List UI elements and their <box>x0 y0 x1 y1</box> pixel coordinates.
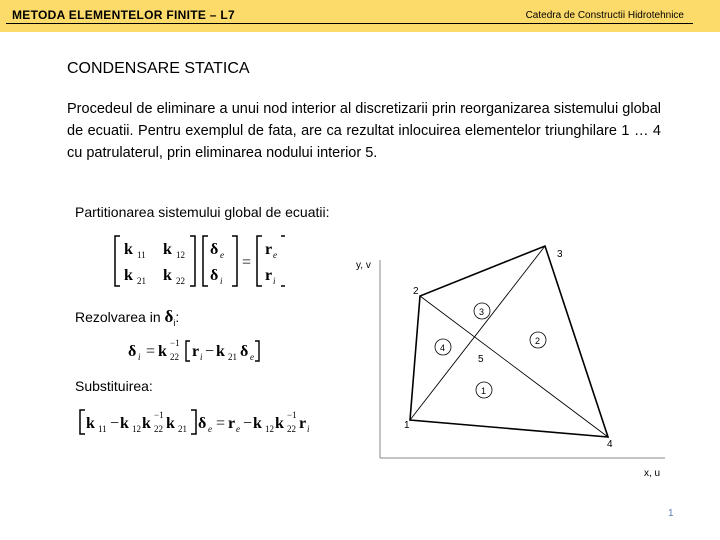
bracket-left <box>115 236 120 286</box>
svg-text:k: k <box>86 415 95 432</box>
svg-text:e: e <box>273 250 277 260</box>
page-number: 1 <box>668 508 674 519</box>
svg-text:i: i <box>273 276 276 286</box>
svg-text:21: 21 <box>178 424 187 434</box>
solve-equation <box>126 336 276 364</box>
substitute-label: Substituirea: <box>75 378 153 394</box>
element-label-3 <box>474 303 490 319</box>
svg-text:=: = <box>146 343 156 360</box>
partition-label: Partitionarea sistemului global de ecuatii: <box>75 204 330 220</box>
svg-text:3: 3 <box>479 307 485 317</box>
svg-text:r: r <box>228 415 236 432</box>
svg-text:e: e <box>208 424 212 434</box>
svg-text:−1: −1 <box>154 410 164 420</box>
header-course-title: METODA ELEMENTELOR FINITE – L7 <box>12 8 236 22</box>
svg-text:k: k <box>166 415 175 432</box>
svg-text:12: 12 <box>132 424 141 434</box>
svg-text:1: 1 <box>481 386 487 396</box>
header-department: Catedra de Constructii Hidrotehnice <box>525 10 684 21</box>
svg-text:12: 12 <box>265 424 274 434</box>
intro-paragraph: Procedeul de eliminare a unui nod interior al discretizarii prin reorganizarea sistemului global de ecuatii. Pentru exemplul de fata, are ca rezultat inlocuirea elementelor triunghilare 1 … 4 cu patrulaterul, prin eliminarea nodului interior 5. <box>67 101 661 161</box>
node-label-3: 3 <box>557 249 563 260</box>
svg-text:22: 22 <box>287 424 296 434</box>
svg-text:k: k <box>142 415 151 432</box>
svg-text:2: 2 <box>535 336 541 346</box>
svg-text:k: k <box>275 415 284 432</box>
svg-text:δ: δ <box>198 415 207 432</box>
svg-text:−: − <box>110 415 120 432</box>
svg-text:k: k <box>158 343 167 360</box>
svg-text:−1: −1 <box>287 410 297 420</box>
svg-text:4: 4 <box>440 343 446 353</box>
svg-text:−: − <box>243 415 253 432</box>
equals-sign: = <box>242 254 252 271</box>
slide-header <box>0 0 720 32</box>
svg-text:k: k <box>120 415 129 432</box>
k21-symbol: k <box>124 267 133 284</box>
node-label-2: 2 <box>413 286 419 297</box>
element-label-4 <box>435 339 451 355</box>
delta-e: δ <box>210 241 219 258</box>
svg-text:22: 22 <box>176 276 185 286</box>
substitute-equation <box>76 406 326 438</box>
slide-title: CONDENSARE STATICA <box>67 60 250 77</box>
delta-i: δ <box>210 267 219 284</box>
node-label-1: 1 <box>404 420 410 431</box>
svg-text:i: i <box>200 352 203 362</box>
svg-text:12: 12 <box>176 250 185 260</box>
svg-text:r: r <box>192 343 200 360</box>
svg-text:e: e <box>236 424 240 434</box>
element-label-1 <box>476 382 492 398</box>
bracket-right <box>190 236 195 286</box>
svg-text:e: e <box>220 250 224 260</box>
k12-symbol: k <box>163 241 172 258</box>
svg-text:21: 21 <box>228 352 237 362</box>
svg-text:r: r <box>299 415 307 432</box>
svg-text:δ: δ <box>240 343 249 360</box>
solve-label: Rezolvarea in $\delta_i$: <box>75 307 180 328</box>
node-label-4: 4 <box>607 439 613 450</box>
partition-equation <box>110 232 285 290</box>
x-axis-label: x, u <box>644 468 661 479</box>
node-label-5: 5 <box>478 354 484 365</box>
r-e: r <box>265 241 273 258</box>
k11-symbol: k <box>124 241 133 258</box>
svg-text:δ: δ <box>128 343 137 360</box>
y-axis-label: y, v <box>356 260 371 271</box>
svg-text:k: k <box>253 415 262 432</box>
svg-text:−: − <box>205 343 215 360</box>
mesh-figure <box>340 212 680 482</box>
svg-text:22: 22 <box>154 424 163 434</box>
element-label-2 <box>530 332 546 348</box>
svg-text:=: = <box>216 415 226 432</box>
svg-text:21: 21 <box>137 276 146 286</box>
k22-symbol: k <box>163 267 172 284</box>
svg-text:11: 11 <box>98 424 107 434</box>
svg-text:i: i <box>307 424 310 434</box>
r-i: r <box>265 267 273 284</box>
svg-text:11: 11 <box>137 250 146 260</box>
svg-text:i: i <box>220 276 223 286</box>
svg-text:e: e <box>250 352 254 362</box>
svg-text:−1: −1 <box>170 338 180 348</box>
svg-text:i: i <box>138 352 141 362</box>
svg-text:k: k <box>216 343 225 360</box>
header-rule <box>6 23 693 24</box>
svg-text:22: 22 <box>170 352 179 362</box>
